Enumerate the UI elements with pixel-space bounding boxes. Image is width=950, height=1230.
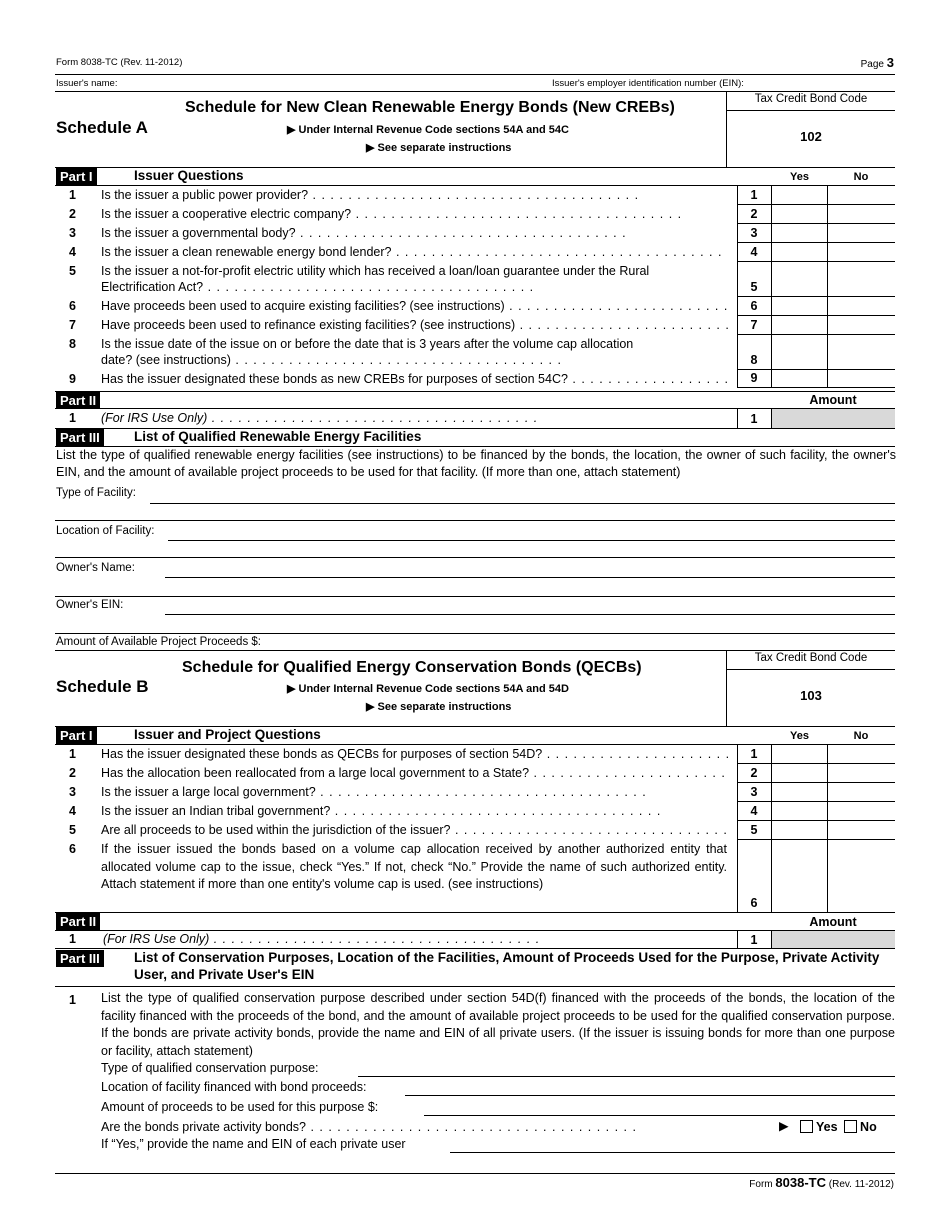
schedule-b-yes-header: Yes — [790, 730, 809, 742]
question-text-line1: Is the issue date of the issue on or before the date that is 3 years after the volume cap allocation — [101, 337, 634, 351]
schedule-a-line-9: 9 — [750, 371, 758, 385]
schedule-a-yes-header: Yes — [790, 171, 809, 183]
question-text: If the issuer issued the bonds based on a volume cap allocation received by another authorized entity that allocated volume cap to the issue, check “Yes.” If not, check “No.” Provide the name of such authorized entity. Attach statement if more than one entity's volume cap is used. (see instructions) — [101, 842, 727, 891]
schedule-b-line-6: 6 — [750, 896, 758, 910]
facility-location-label: Location of facility financed with bond proceeds: — [101, 1080, 367, 1094]
question-number: 3 — [69, 226, 76, 240]
question-text — [101, 336, 741, 368]
schedule-b-line-2: 2 — [750, 766, 758, 780]
schedule-a-line-2: 2 — [750, 207, 758, 221]
question-number: 1 — [69, 188, 76, 202]
schedule-b-sub2: ▶ See separate instructions — [366, 701, 512, 713]
question-text: Are all proceeds to be used within the jurisdiction of the issuer? . . — [101, 822, 731, 838]
schedule-a-code: 102 — [800, 129, 822, 144]
schedule-b-part3-desc: List the type of qualified conservation purpose described under section 54D(f) financed with the proceeds of the bonds, the location of the facility financed with the proceeds of the bond, and the amount of available project proceeds to be used for the qualified conservation purpose. If the bonds are private activity bonds, provide the name and EIN of all private users. (If the issuer is issuing bonds for more than one purpose or facility, attach statement) — [101, 991, 895, 1058]
schedule-b-part3-title: List of Conservation Purposes, Location of the Facilities, Amount of Proceeds Used for the Purpose, Private Activity User, and Private User's EIN — [134, 950, 880, 982]
schedule-b-q5-no-cell[interactable] — [828, 820, 894, 839]
schedule-b-part2-line: 1 — [750, 933, 758, 947]
schedule-b-title: Schedule for Qualified Energy Conservation Bonds (QECBs) — [182, 659, 642, 676]
schedule-a-line-1: 1 — [750, 188, 758, 202]
schedule-a-q5-no-cell[interactable] — [828, 261, 894, 296]
yes-label: Yes — [816, 1120, 838, 1134]
page-num: 3 — [886, 55, 894, 70]
proceeds-amount-field[interactable] — [424, 1115, 895, 1116]
location-of-facility-field[interactable] — [168, 540, 895, 541]
schedule-a-part1-title: Issuer Questions — [134, 168, 244, 183]
schedule-b-q4-yes-cell[interactable] — [772, 801, 827, 820]
schedule-b-q4-no-cell[interactable] — [828, 801, 894, 820]
schedule-a-q6-no-cell[interactable] — [828, 296, 894, 315]
schedule-b-sub1: ▶ Under Internal Revenue Code sections 54A and 54D — [287, 683, 569, 695]
schedule-b-code: 103 — [800, 688, 822, 703]
schedule-a-label: Schedule A — [56, 118, 148, 137]
available-proceeds-label: Amount of Available Project Proceeds $: — [56, 636, 261, 648]
schedule-a-q3-no-cell[interactable] — [828, 223, 894, 242]
schedule-a-line-8: 8 — [750, 353, 758, 367]
schedule-b-q6-no-cell[interactable] — [828, 839, 894, 912]
schedule-a-title: Schedule for New Clean Renewable Energy Bonds (New CREBs) — [185, 99, 675, 116]
type-of-facility-field[interactable] — [150, 503, 895, 504]
footer-form-id — [749, 1175, 894, 1190]
question-number: 2 — [69, 207, 76, 221]
question-text: Is the issuer a clean renewable energy bond lender? . . — [101, 244, 731, 260]
no-label: No — [860, 1120, 877, 1134]
question-text-line2: date? (see instructions) — [101, 353, 231, 367]
question-text: Has the issuer designated these bonds as QECBs for purposes of section 54D? . . — [101, 746, 731, 762]
schedule-b-q2-no-cell[interactable] — [828, 763, 894, 782]
question-text-line1: Is the issuer a not-for-profit electric utility which has received a loan/loan guarantee under the Rural — [101, 264, 650, 278]
schedule-a-code-label: Tax Credit Bond Code — [754, 93, 868, 105]
schedule-a-sub1: ▶ Under Internal Revenue Code sections 54A and 54C — [287, 124, 569, 136]
schedule-a-q2-no-cell[interactable] — [828, 204, 894, 223]
question-number: 6 — [69, 299, 76, 313]
row-text: (For IRS Use Only) . . — [103, 931, 743, 947]
question-text: Is the issuer an Indian tribal government? . . — [101, 803, 731, 819]
schedule-a-q9-yes-cell[interactable] — [772, 369, 827, 387]
row-text: (For IRS Use Only) . . — [101, 410, 741, 426]
question-number: 9 — [69, 372, 76, 386]
schedule-a-q3-yes-cell[interactable] — [772, 223, 827, 242]
schedule-b-q3-yes-cell[interactable] — [772, 782, 827, 801]
question-number: 6 — [69, 842, 76, 856]
owner-ein-label: Owner's EIN: — [56, 599, 124, 611]
schedule-b-amount-field[interactable] — [772, 931, 895, 948]
question-number: 4 — [69, 804, 76, 818]
question-text — [101, 263, 741, 295]
private-activity-question — [101, 1120, 801, 1134]
owner-name-label: Owner's Name: — [56, 562, 135, 574]
schedule-b-part1-title: Issuer and Project Questions — [134, 727, 321, 742]
schedule-b-part2-tag: Part II — [56, 913, 100, 930]
conservation-purpose-label: Type of qualified conservation purpose: — [101, 1061, 319, 1075]
schedule-b-q3-no-cell[interactable] — [828, 782, 894, 801]
private-activity-arrow: ▶ — [779, 1119, 789, 1133]
private-users-field[interactable] — [450, 1152, 895, 1153]
schedule-a-part1-tag: Part I — [56, 168, 97, 185]
schedule-a-line-6: 6 — [750, 299, 758, 313]
question-text: Has the issuer designated these bonds as new CREBs for purposes of section 54C? . . — [101, 371, 731, 387]
schedule-a-line-3: 3 — [750, 226, 758, 240]
schedule-a-q6-yes-cell[interactable] — [772, 296, 827, 315]
schedule-b-q1-yes-cell[interactable] — [772, 744, 827, 763]
type-of-facility-label: Type of Facility: — [56, 487, 136, 499]
question-number: 7 — [69, 318, 76, 332]
schedule-b-label: Schedule B — [56, 677, 149, 696]
private-activity-options — [797, 1120, 877, 1134]
question-number: 8 — [69, 337, 76, 351]
schedule-a-q1-yes-cell[interactable] — [772, 185, 827, 204]
schedule-b-q6-yes-cell[interactable] — [772, 839, 827, 912]
schedule-a-q8-no-cell[interactable] — [828, 334, 894, 369]
row-number: 1 — [69, 932, 76, 946]
owner-name-field[interactable] — [165, 577, 895, 578]
schedule-b-part3-num: 1 — [69, 993, 76, 1007]
facility-location-field[interactable] — [405, 1095, 895, 1096]
schedule-a-q7-no-cell[interactable] — [828, 315, 894, 334]
question-text: Have proceeds been used to acquire existing facilities? (see instructions) . . — [101, 298, 731, 314]
issuer-name-label: Issuer's name: — [56, 78, 118, 89]
schedule-a-sub2: ▶ See separate instructions — [366, 142, 512, 154]
schedule-a-line-5: 5 — [750, 280, 758, 294]
schedule-a-q9-no-cell[interactable] — [828, 369, 894, 387]
question-text: Is the issuer a public power provider? . . — [101, 187, 731, 203]
schedule-b-amount-header: Amount — [809, 915, 857, 929]
private-activity-label: Are the bonds private activity bonds? — [101, 1120, 306, 1134]
question-number: 2 — [69, 766, 76, 780]
question-text: Have proceeds been used to refinance existing facilities? (see instructions) . . — [101, 317, 731, 333]
proceeds-amount-label: Amount of proceeds to be used for this purpose $: — [101, 1100, 379, 1114]
schedule-a-part3-desc: List the type of qualified renewable energy facilities (see instructions) to be financed by the bonds, the location, the owner of such facility, the owner's EIN, and the amount of available project proceeds to be used for that facility. (If more than one, attach statement) — [56, 448, 896, 479]
question-number: 5 — [69, 264, 76, 278]
schedule-a-q5-yes-cell[interactable] — [772, 261, 827, 296]
page-label: Page — [860, 59, 884, 70]
schedule-a-q4-yes-cell[interactable] — [772, 242, 827, 261]
schedule-b-line-5: 5 — [750, 823, 758, 837]
question-text: Is the issuer a governmental body? . . — [101, 225, 731, 241]
schedule-a-q1-no-cell[interactable] — [828, 185, 894, 204]
schedule-a-part2-line: 1 — [750, 412, 758, 426]
schedule-a-amount-header: Amount — [809, 393, 857, 407]
issuer-ein-label: Issuer's employer identification number (EIN): — [552, 78, 744, 89]
owner-ein-field[interactable] — [165, 614, 895, 615]
schedule-b-line-4: 4 — [750, 804, 758, 818]
schedule-b-q5-yes-cell[interactable] — [772, 820, 827, 839]
question-text: Is the issuer a large local government? . . — [101, 784, 731, 800]
schedule-a-no-header: No — [853, 171, 869, 183]
private-activity-no-checkbox[interactable] — [844, 1120, 857, 1133]
private-activity-yes-checkbox[interactable] — [800, 1120, 813, 1133]
schedule-a-q2-yes-cell[interactable] — [772, 204, 827, 223]
schedule-a-q8-yes-cell[interactable] — [772, 334, 827, 369]
schedule-b-line-3: 3 — [750, 785, 758, 799]
schedule-b-part3-tag: Part III — [56, 950, 104, 967]
footer-form-prefix: Form — [749, 1179, 773, 1190]
conservation-purpose-field[interactable] — [358, 1076, 895, 1077]
schedule-a-line-4: 4 — [750, 245, 758, 259]
schedule-a-part3-title: List of Qualified Renewable Energy Facilities — [134, 429, 422, 444]
private-users-label: If “Yes,” provide the name and EIN of each private user — [101, 1137, 406, 1151]
row-number: 1 — [69, 411, 76, 425]
schedule-a-line-7: 7 — [750, 318, 758, 332]
schedule-b-part1-tag: Part I — [56, 727, 97, 744]
question-number: 1 — [69, 747, 76, 761]
schedule-b-q2-yes-cell[interactable] — [772, 763, 827, 782]
page-number — [861, 55, 894, 70]
schedule-b-q1-no-cell[interactable] — [828, 744, 894, 763]
question-number: 5 — [69, 823, 76, 837]
form-revision: Form 8038-TC (Rev. 11-2012) — [56, 57, 183, 68]
schedule-b-line-1: 1 — [750, 747, 758, 761]
question-number: 3 — [69, 785, 76, 799]
schedule-a-part2-tag: Part II — [56, 392, 100, 409]
schedule-b-code-label: Tax Credit Bond Code — [754, 652, 868, 664]
location-of-facility-label: Location of Facility: — [56, 525, 155, 537]
schedule-a-part3-tag: Part III — [56, 429, 104, 446]
footer-form-num: 8038-TC — [775, 1175, 826, 1190]
question-text: Has the allocation been reallocated from a large local government to a State? . . — [101, 765, 731, 781]
question-text: Is the issuer a cooperative electric company? . . — [101, 206, 731, 222]
schedule-a-q4-no-cell[interactable] — [828, 242, 894, 261]
schedule-b-no-header: No — [853, 730, 869, 742]
question-number: 4 — [69, 245, 76, 259]
question-text-line2: Electrification Act? — [101, 280, 204, 294]
footer-rev: (Rev. 11-2012) — [828, 1179, 894, 1190]
schedule-a-amount-field[interactable] — [772, 409, 895, 428]
schedule-a-q7-yes-cell[interactable] — [772, 315, 827, 334]
